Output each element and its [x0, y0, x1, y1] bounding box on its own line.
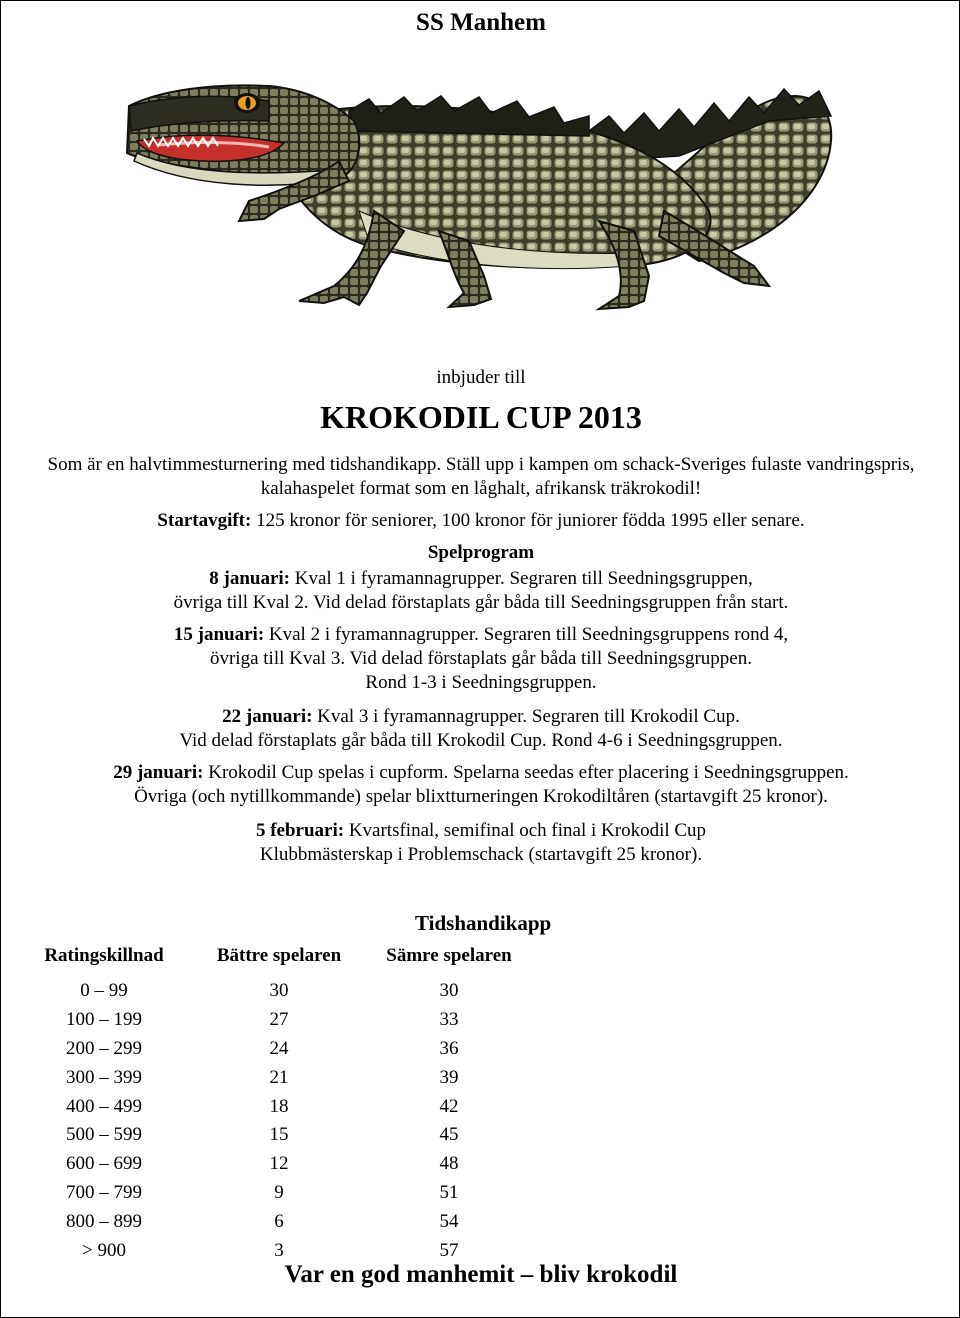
table-cell: 48: [439, 1153, 459, 1175]
table-cell: 3: [274, 1239, 284, 1261]
crocodile-illustration: [119, 61, 849, 311]
event-15-januari: [1, 623, 960, 695]
table-row: [29, 1035, 519, 1064]
event-date: 5 februari:: [255, 820, 345, 841]
table-row: [29, 1092, 519, 1121]
intro-text: [1, 453, 960, 501]
start-fee: [1, 509, 960, 533]
event-date: 8 januari:: [209, 568, 290, 589]
table-cell: 800 – 899: [66, 1210, 142, 1232]
table-cell: 0 – 99: [80, 980, 128, 1002]
table-cell: 18: [269, 1095, 289, 1117]
table-cell: 54: [439, 1210, 459, 1232]
event-text: Rond 1-3 i Seedningsgruppen.: [365, 672, 597, 693]
table-cell: 45: [439, 1124, 459, 1146]
event-date: 29 januari:: [113, 762, 204, 783]
spelprogram-heading: Spelprogram: [427, 542, 535, 563]
table-row: [29, 973, 519, 1006]
page-title: KROKODIL CUP 2013: [320, 399, 642, 435]
event-text: Kvartsfinal, semifinal och final i Krokodil Cup: [344, 820, 707, 841]
org-title: SS Manhem: [416, 9, 546, 36]
table-cell: 51: [439, 1181, 459, 1203]
table-cell: 6: [274, 1210, 284, 1232]
table-cell: 9: [274, 1181, 284, 1203]
event-text: övriga till Kval 2. Vid delad förstaplats går båda till Seedningsgruppen från start.: [173, 592, 789, 613]
table-cell: 700 – 799: [66, 1181, 142, 1203]
event-5-februari: [1, 819, 960, 867]
table-cell: 57: [439, 1239, 459, 1261]
table-header-row: [29, 939, 519, 973]
table-cell: 300 – 399: [66, 1066, 142, 1088]
event-text: Kval 2 i fyramannagrupper. Segraren till Seedningsgruppens rond 4,: [264, 624, 789, 645]
table-cell: 21: [269, 1066, 289, 1088]
event-8-januari: [1, 567, 960, 615]
event-29-januari: [1, 761, 960, 809]
table-cell: 33: [439, 1009, 459, 1031]
footer-slogan: Var en god manhemit – bliv krokodil: [284, 1261, 678, 1288]
table-cell: > 900: [82, 1239, 126, 1261]
table-cell: 39: [439, 1066, 459, 1088]
event-text: Vid delad förstaplats går båda till Krokodil Cup. Rond 4-6 i Seedningsgruppen.: [179, 730, 783, 751]
column-header: Sämre spelaren: [386, 945, 512, 966]
table-cell: 27: [269, 1009, 289, 1031]
table-cell: 24: [269, 1037, 289, 1059]
table-cell: 30: [439, 980, 459, 1002]
event-22-januari: [1, 705, 960, 753]
event-date: 22 januari:: [222, 706, 313, 727]
table-cell: 42: [439, 1095, 459, 1117]
handicap-title: Tidshandikapp: [415, 911, 552, 935]
table-cell: 400 – 499: [66, 1095, 142, 1117]
start-fee-label: Startavgift:: [157, 510, 252, 531]
event-text: Kval 1 i fyramannagrupper. Segraren till Seedningsgruppen,: [290, 568, 753, 589]
handicap-table: [29, 939, 519, 1265]
table-cell: 12: [269, 1153, 289, 1175]
event-text: Kval 3 i fyramannagrupper. Segraren till Krokodil Cup.: [312, 706, 740, 727]
invite-text: inbjuder till: [436, 367, 526, 388]
intro-line: Som är en halvtimmesturnering med tidshandikapp. Ställ upp i kampen om schack-Sveriges fulaste vandringspris,: [47, 454, 915, 475]
table-row: [29, 1207, 519, 1236]
intro-line: kalahaspelet format som en låghalt, afrikansk träkrokodil!: [260, 478, 702, 499]
table-row: [29, 1063, 519, 1092]
table-cell: 30: [269, 980, 289, 1002]
table-cell: 200 – 299: [66, 1037, 142, 1059]
event-text: Krokodil Cup spelas i cupform. Spelarna seedas efter placering i Seedningsgruppen.: [203, 762, 849, 783]
event-date: 15 januari:: [173, 624, 265, 645]
start-fee-text: 125 kronor för seniorer, 100 kronor för juniorer födda 1995 eller senare.: [251, 510, 805, 531]
table-cell: 500 – 599: [66, 1124, 142, 1146]
table-row: [29, 1179, 519, 1208]
table-row: [29, 1150, 519, 1179]
column-header: Bättre spelaren: [216, 945, 342, 966]
table-row: [29, 1121, 519, 1150]
event-text: övriga till Kval 3. Vid delad förstaplats går båda till Seedningsgruppen.: [209, 648, 752, 669]
table-cell: 15: [269, 1124, 289, 1146]
table-cell: 600 – 699: [66, 1153, 142, 1175]
table-row: [29, 1006, 519, 1035]
table-cell: 36: [439, 1037, 459, 1059]
event-text: Övriga (och nytillkommande) spelar blixtturneringen Krokodiltåren (startavgift 25 kronor).: [134, 786, 828, 807]
event-text: Klubbmästerskap i Problemschack (startavgift 25 kronor).: [259, 844, 703, 865]
table-cell: 100 – 199: [66, 1009, 142, 1031]
column-header: Ratingskillnad: [44, 945, 164, 966]
